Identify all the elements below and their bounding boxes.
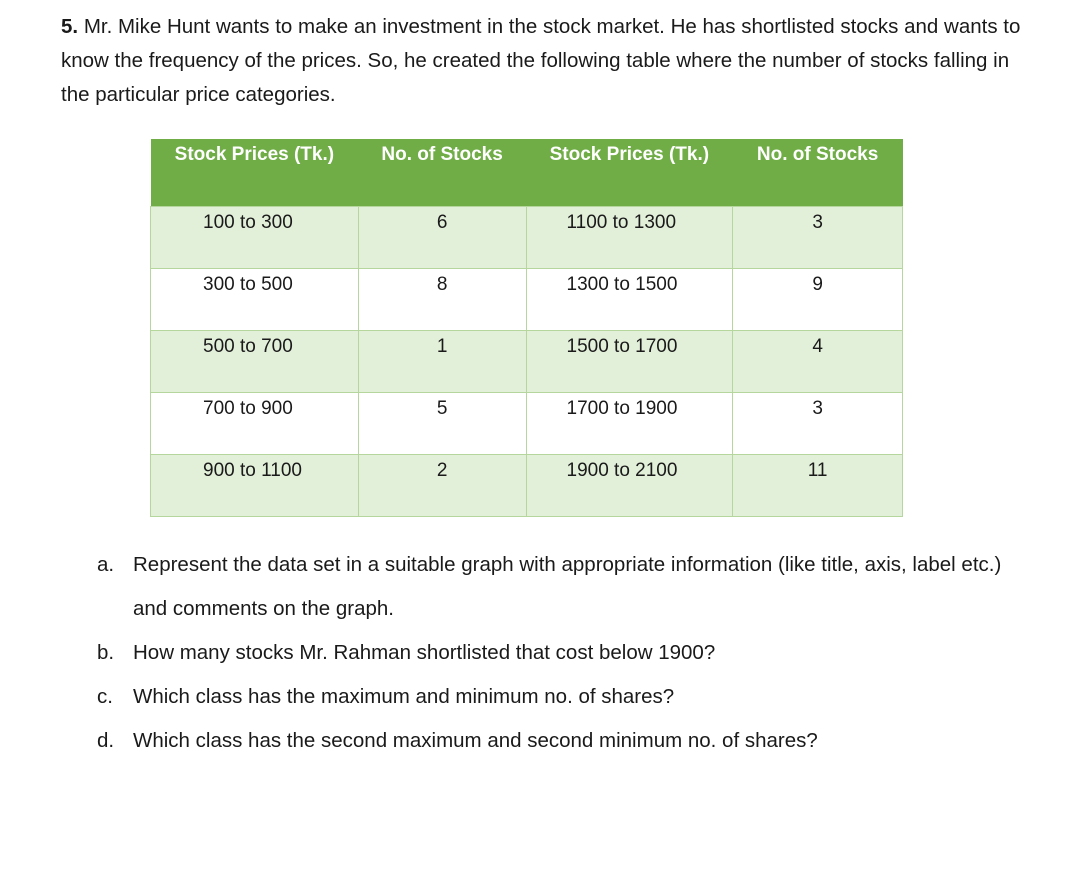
subquestion-a — [97, 543, 1027, 631]
header-no-of-stocks-1: No. of Stocks — [358, 139, 526, 206]
table-row — [151, 392, 903, 454]
price-range-cell: 100 to 300 — [151, 206, 359, 268]
question-number: 5. — [61, 15, 79, 38]
subquestion-d — [97, 719, 1027, 763]
question-text — [61, 10, 1021, 112]
price-range-cell: 700 to 900 — [151, 392, 359, 454]
stock-count-cell: 3 — [733, 392, 903, 454]
price-range-cell: 300 to 500 — [151, 268, 359, 330]
subquestion-text: Which class has the second maximum and second minimum no. of shares? — [133, 729, 818, 752]
stock-count-cell: 9 — [733, 268, 903, 330]
stock-count-cell: 11 — [733, 454, 903, 516]
subquestion-list — [97, 543, 1027, 763]
price-range-cell: 1300 to 1500 — [526, 268, 733, 330]
subquestion-c — [97, 675, 1027, 719]
table-row — [151, 330, 903, 392]
price-range-cell: 1900 to 2100 — [526, 454, 733, 516]
table-row — [151, 206, 903, 268]
stock-count-cell: 8 — [358, 268, 526, 330]
stock-count-cell: 6 — [358, 206, 526, 268]
table-header-row — [151, 139, 903, 206]
subquestion-text: How many stocks Mr. Rahman shortlisted that cost below 1900? — [133, 641, 716, 664]
stock-count-cell: 2 — [358, 454, 526, 516]
header-no-of-stocks-2: No. of Stocks — [733, 139, 903, 206]
stock-count-cell: 5 — [358, 392, 526, 454]
stock-frequency-table — [150, 139, 903, 517]
header-stock-prices-1: Stock Prices (Tk.) — [151, 139, 359, 206]
question-body: Mr. Mike Hunt wants to make an investment in the stock market. He has shortlisted stocks and wants to know the frequency of the prices. So, he created the following table where the number of stocks falling in the particular price categories. — [61, 15, 1021, 106]
price-range-cell: 500 to 700 — [151, 330, 359, 392]
header-stock-prices-2: Stock Prices (Tk.) — [526, 139, 733, 206]
subquestion-marker: b. — [97, 641, 115, 664]
subquestion-marker: c. — [97, 685, 113, 708]
stock-count-cell: 3 — [733, 206, 903, 268]
price-range-cell: 1700 to 1900 — [526, 392, 733, 454]
subquestion-marker: d. — [97, 729, 115, 752]
price-range-cell: 1100 to 1300 — [526, 206, 733, 268]
price-range-cell: 900 to 1100 — [151, 454, 359, 516]
price-range-cell: 1500 to 1700 — [526, 330, 733, 392]
table-row — [151, 454, 903, 516]
subquestion-text: Represent the data set in a suitable graph with appropriate information (like title, axis, label etc.) and comments on the graph. — [133, 553, 1002, 620]
table-row — [151, 268, 903, 330]
subquestion-text: Which class has the maximum and minimum no. of shares? — [133, 685, 675, 708]
subquestion-b — [97, 631, 1027, 675]
stock-count-cell: 1 — [358, 330, 526, 392]
stock-count-cell: 4 — [733, 330, 903, 392]
subquestion-marker: a. — [97, 553, 115, 576]
